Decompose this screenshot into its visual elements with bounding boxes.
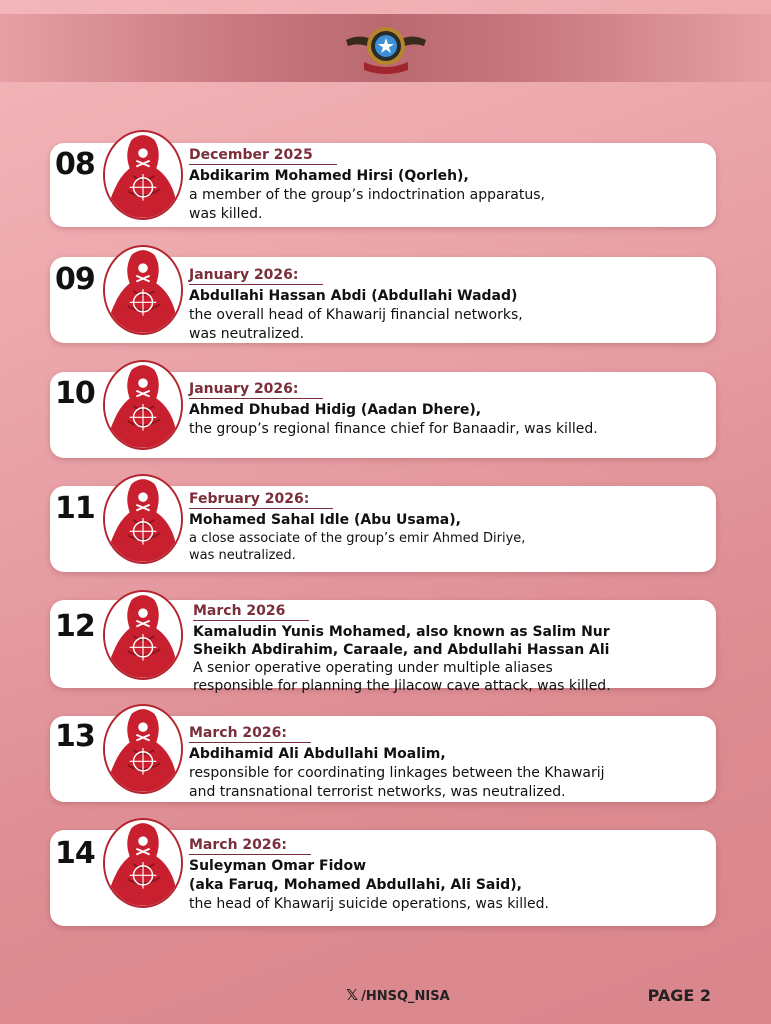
- entry-description: the overall head of Khawarij financial networks, was neutralized.: [189, 307, 523, 342]
- target-silhouette-icon: [103, 474, 183, 564]
- entry-description: the group’s regional finance chief for Banaadir, was killed.: [189, 421, 598, 437]
- entry-text: [189, 264, 709, 344]
- entry-text: [193, 600, 713, 695]
- entry-date: December 2025: [189, 147, 337, 165]
- entry-date: March 2026: [193, 603, 309, 621]
- entry-description: the head of Khawarij suicide operations, was killed.: [189, 896, 549, 912]
- entry-name: Kamaludin Yunis Mohamed, also known as Salim Nur Sheikh Abdirahim, Caraale, and Abdullahi Hassan Ali: [193, 624, 610, 658]
- entry-number: 14: [55, 836, 95, 871]
- entry-number: 11: [55, 491, 95, 526]
- entry-description: a close associate of the group’s emir Ahmed Diriye, was neutralized.: [189, 531, 526, 563]
- social-handle[interactable]: [346, 986, 450, 1004]
- entry-name: Suleyman Omar Fidow (aka Faruq, Mohamed Abdullahi, Ali Said),: [189, 858, 522, 893]
- entry-name: Abdullahi Hassan Abdi (Abdullahi Wadad): [189, 288, 518, 304]
- entry-date: March 2026:: [189, 837, 311, 855]
- entry-date: March 2026:: [189, 725, 311, 743]
- target-silhouette-icon: [103, 360, 183, 450]
- entry-number: 09: [55, 262, 95, 297]
- entry-text: [189, 488, 709, 564]
- page-number: PAGE 2: [647, 986, 711, 1005]
- target-silhouette-icon: [103, 818, 183, 908]
- entry-name: Abdihamid Ali Abdullahi Moalim,: [189, 746, 446, 762]
- entry-number: 13: [55, 719, 95, 754]
- nisa-emblem-icon: [342, 18, 430, 80]
- entry-date: January 2026:: [189, 381, 323, 399]
- entry-description: A senior operative operating under multiple aliases responsible for planning the Jilacow cave attack, was killed.: [193, 660, 611, 694]
- entry-name: Abdikarim Mohamed Hirsi (Qorleh),: [189, 168, 469, 184]
- target-silhouette-icon: [103, 245, 183, 335]
- entry-text: [189, 378, 709, 439]
- target-silhouette-icon: [103, 130, 183, 220]
- x-logo-icon: 𝕏: [346, 986, 359, 1004]
- entry-description: a member of the group’s indoctrination apparatus, was killed.: [189, 187, 545, 222]
- entry-number: 08: [55, 147, 95, 182]
- entry-date: January 2026:: [189, 267, 323, 285]
- entry-date: February 2026:: [189, 491, 333, 509]
- target-silhouette-icon: [103, 590, 183, 680]
- target-silhouette-icon: [103, 704, 183, 794]
- entry-text: [189, 144, 709, 224]
- entry-text: [189, 834, 709, 914]
- entry-number: 10: [55, 376, 95, 411]
- entry-number: 12: [55, 609, 95, 644]
- entry-name: Ahmed Dhubad Hidig (Aadan Dhere),: [189, 402, 482, 418]
- entry-description: responsible for coordinating linkages between the Khawarij and transnational terrorist networks, was neutralized.: [189, 765, 605, 800]
- entry-name: Mohamed Sahal Idle (Abu Usama),: [189, 512, 461, 528]
- entry-text: [189, 722, 709, 802]
- handle-text: /HNSQ_NISA: [361, 989, 450, 1004]
